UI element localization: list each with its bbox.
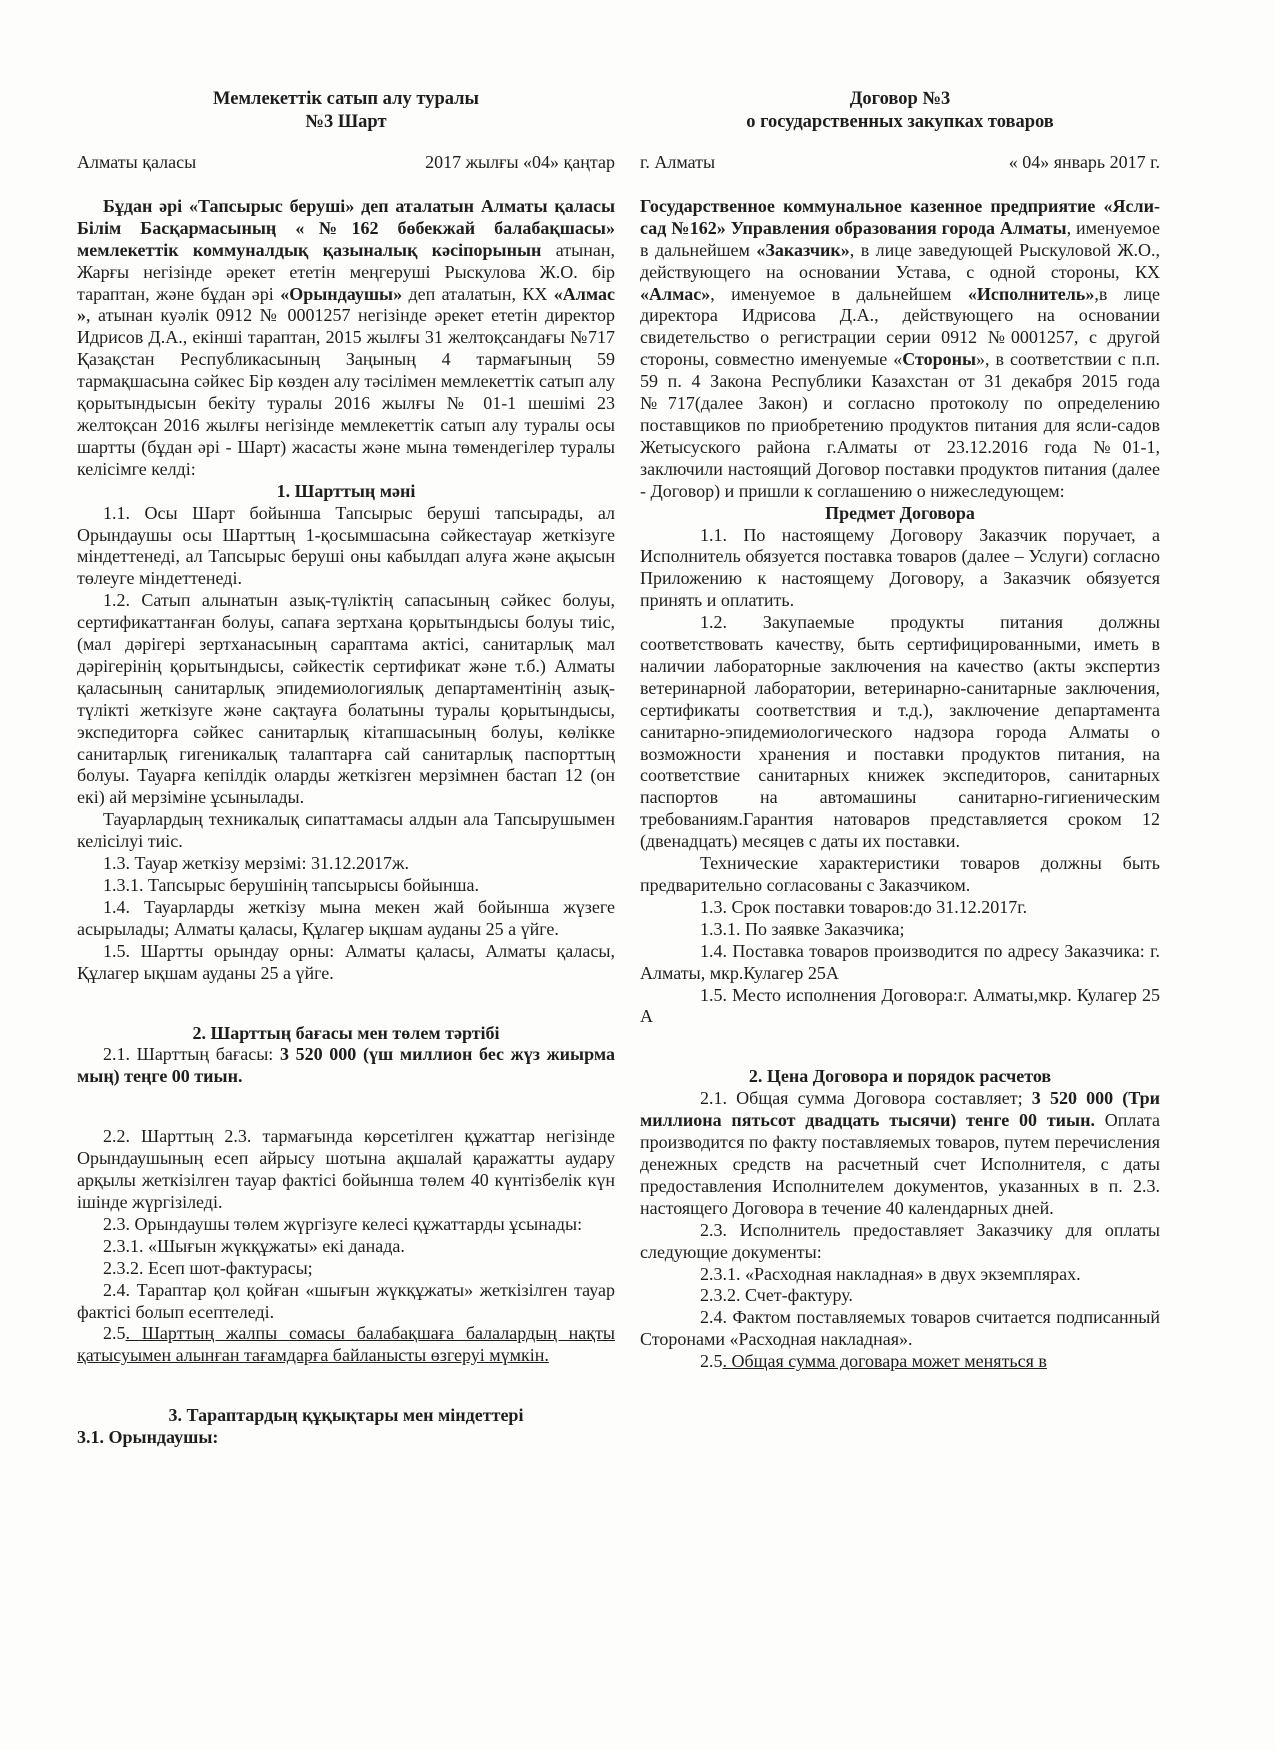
ru-city: г. Алматы [640, 152, 716, 172]
kz-clause-1-3: 1.3. Тауар жеткізу мерзімі: 31.12.2017ж. [103, 853, 409, 874]
ru-clause-1-3: 1.3. Срок поставки товаров:до 31.12.2017г. [700, 896, 1028, 917]
ru-clause-2-5-num: 2.5 [700, 1351, 723, 1372]
kz-date: 2017 жылғы «04» қаңтар [425, 152, 615, 172]
kz-clause-2-3-2: 2.3.2. Есеп шот-фактурасы; [103, 1257, 313, 1278]
ru-clause-2-3: 2.3. Исполнитель предоставляет Заказчику для оплаты следующие документы: [640, 1219, 1160, 1262]
kz-clause-1-3-1: 1.3.1. Тапсырыс берушінің тапсырысы бойынша. [103, 875, 479, 895]
kz-city: Алматы қаласы [77, 152, 197, 172]
kz-section2-heading: 2. Шарттың бағасы мен төлем тәртібі [192, 1022, 500, 1043]
ru-clause-2-4: 2.4. Фактом поставляемых товаров считается подписанный Сторонами «Расходная накладная». [640, 1307, 1160, 1350]
ru-intro-text2: , в лице заведующей Рыскуловой Ж.О., действующего на основании Устава, с одной стороны, КХ [640, 239, 1160, 282]
ru-clause-2-1 [640, 1088, 1160, 1219]
kz-clause-2-3-1: 2.3.1. «Шығын жүкқұжаты» екі данада. [103, 1235, 405, 1256]
ru-clause-1-2: 1.2. Закупаемые продукты питания должны соответствовать качеству, быть сертифицированными, иметь в наличии лабораторные заключения на качество (акты экспертиз ветеринарной лаборатории, ветеринарно-санитарные заключения, сертификаты соответствия и т.д.), заключение департамента санитарно-эпидемиологического надзора города Алматы о возможности хранения и поставки продуктов питания, на соответствие санитарных книжек экспедиторов, санитарных паспортов на автомашины санитарно-гигиеническим требованиям.Гарантия натоваров представляется сроком 12 (двенадцать) месяцев с даты их поставки. [640, 612, 1160, 852]
kz-section1-heading: 1. Шарттың мәні [276, 480, 416, 501]
ru-intro-text1: , именуемое в дальнейшем [640, 217, 1160, 260]
kz-title-line1: Мемлекеттік сатып алу туралы [213, 89, 479, 109]
kz-clause-2-5-text: . Шарттың жалпы сомасы балабақшаға балалардың нақты қатысуымен алынған тағамдарға байланысты өзгеруі мүмкін. [77, 1323, 615, 1366]
ru-clause-2-3-2: 2.3.2. Счет-фактуру. [700, 1285, 853, 1306]
kz-clause-2-1-label: 2.1. Шарттың бағасы: [103, 1044, 280, 1065]
ru-clause-1-5: 1.5. Место исполнения Договора:г. Алматы,мкр. Кулагер 25 А [640, 984, 1160, 1027]
ru-intro-text4: ,в лице директора Идрисова Д.А., действующего на основании свидетельство о регистрации серии 0912 №0001257, с другой стороны, совместно именуемые « [640, 283, 1160, 370]
kz-contract-price: 3 520 000 (үш миллион бес жүз жиырма мың) теңге 00 тиын. [77, 1044, 615, 1087]
kz-title-line2: №3 Шарт [305, 112, 387, 132]
kz-clause-2-1 [77, 1044, 615, 1088]
kz-city-date [77, 152, 615, 174]
ru-intro-text3: , именуемое в дальнейшем [710, 283, 968, 304]
kz-intro [77, 196, 615, 481]
ru-intro-zakazchik: «Заказчик» [756, 239, 850, 260]
ru-date: « 04» январь 2017 г. [1008, 152, 1160, 172]
ru-clause-tech: Технические характеристики товаров должны быть предварительно согласованы с Заказчиком. [640, 853, 1160, 895]
ru-intro-text5: », в соответствии с п.п. 59 п. 4 Закона Республики Казахстан от 31 декабря 2015 года №717(далее Закон) и согласно протоколу по определению поставщиков по приобретению продуктов питания для ясли-садов Жетысуского района г.Алматы от 23.12.2016 года №01-1, заключили настоящий Договор поставки продуктов питания (далее - Договор) и пришли к соглашению о нижеследующем: [640, 349, 1160, 501]
kz-clause-2-4: 2.4. Тараптар қол қойған «шығын жүкқұжаты» жеткізілген тауар фактісі болып есептеледі. [77, 1279, 615, 1322]
ru-intro-storony: Стороны [902, 349, 977, 370]
ru-clause-2-5-text: . Общая сумма договара может меняться в [722, 1351, 1047, 1372]
ru-intro [640, 196, 1160, 503]
ru-title-line2: о государственных закупках товаров [746, 112, 1054, 132]
kz-clause-2-2: 2.2. Шарттың 2.3. тармағында көрсетілген құжаттар негізінде Орындаушының есеп айрысу шотына ақшалай қаражатты аудару арқылы жеткізілген тауар фактісі бойынша төлем 40 күнтізбелік күн ішінде жүргізіледі. [77, 1126, 615, 1212]
kz-title [77, 88, 615, 134]
kz-intro-text3: , атынан куәлік 0912 № 0001257 негізінде әрекет ететін директор Идрисов Д.А., екінші тараптан, 2015 жылғы 31 желтоқсандағы №717 Қазақстан Республикасының Заңының 4 тармағының 59 тармақшасына сәйкес Бір көзден алу тәсілімен мемлекеттік сатып алу қорытындысын бекіту туралы 2016 жылғы № 01-1 шешімі 23 желтоқсан 2016 жылғы негізінде мемлекеттік сатып алу туралы осы шартты (бұдан әрі - Шарт) жасасты және мына төмендегілер туралы келісімге келді: [77, 305, 615, 479]
ru-intro-ispolnitel: «Исполнитель» [967, 283, 1095, 304]
ru-title [640, 88, 1160, 134]
kz-clause-1-4: 1.4. Тауарларды жеткізу мына мекен жай бойынша жүзеге асырылады; Алматы қаласы, Құлагер ықшам ауданы 25 а үйге. [77, 896, 615, 939]
kz-clause-2-5 [77, 1323, 615, 1367]
ru-clause-2-5 [640, 1351, 1160, 1373]
ru-section1-heading: Предмет Договора [825, 502, 975, 523]
ru-clause-2-1-text: Оплата производится по факту поставляемых товаров, путем перечисления денежных средств на расчетный счет Исполнителя, с даты предоставления Исполнителем документов, указанных в п. 2.3. настоящего Договора в течение 40 календарных дней. [640, 1110, 1160, 1218]
ru-clause-1-1: 1.1. По настоящему Договору Заказчик поручает, а Исполнитель обязуется поставка товаров (далее – Услуги) согласно Приложению к настоящему Договору, а Заказчик обязуется принять и оплатить. [640, 524, 1160, 611]
ru-contract-price: 3 520 000 (Три миллиона пятьсот двадцать тысячи) тенге 00 тиын. [640, 1088, 1160, 1131]
ru-clause-2-1-label: 2.1. Общая сумма Договора составляет; [700, 1088, 1032, 1109]
kz-clause-1-5: 1.5. Шартты орындау орны: Алматы қаласы, Алматы қаласы, Құлагер ықшам ауданы 25 а үйге. [77, 940, 615, 983]
kz-clause-2-3: 2.3. Орындаушы төлем жүргізуге келесі құжаттарды ұсынады: [103, 1213, 583, 1234]
kz-clause-1-1: 1.1. Осы Шарт бойынша Тапсырыс беруші тапсырады, ал Орындаушы осы Шарттың 1-қосымшасына сәйкестауар жеткізуге міндеттенеді, ал Тапсырыс беруші оны кабылдап алуға және ақысын төлеуге міндеттенеді. [77, 502, 615, 589]
kz-clause-3-1: 3.1. Орындаушы: [77, 1427, 219, 1448]
kazakh-column [77, 88, 615, 1449]
kz-intro-executor: «Орындаушы» [280, 283, 403, 304]
ru-section2-heading: 2. Цена Договора и порядок расчетов [748, 1066, 1052, 1087]
ru-clause-1-3-1: 1.3.1. По заявке Заказчика; [700, 918, 905, 939]
kz-clause-tech: Тауарлардың техникалық сипаттамасы алдын ала Тапсырушымен келісілуі тиіс. [77, 809, 615, 852]
russian-column [640, 88, 1160, 1373]
ru-clause-2-3-1: 2.3.1. «Расходная накладная» в двух экземплярах. [700, 1263, 1081, 1284]
ru-title-line1: Договор №3 [849, 89, 951, 109]
ru-city-date [640, 152, 1160, 174]
ru-clause-1-4: 1.4. Поставка товаров производится по адресу Заказчика: г. Алматы, мкр.Кулагер 25А [640, 940, 1160, 983]
ru-intro-almas: «Алмас» [640, 283, 711, 304]
kz-clause-2-5-num: 2.5 [103, 1323, 126, 1344]
kz-section3-heading: 3. Тараптардың құқықтары мен міндеттері [168, 1405, 524, 1426]
kz-intro-text1: атынан, Жарғы негізінде әрекет ететін меңгеруші Рыскулова Ж.О. бір тараптан, және бұдан әрі [77, 239, 615, 304]
kz-intro-almas: «Алмас » [77, 283, 615, 326]
kz-intro-text2: деп аталатын, КХ [402, 283, 554, 304]
kz-clause-1-2: 1.2. Сатып алынатын азық-түліктің сапасының сәйкес болуы, сертификаттанған болуы, сапаға зертхана қорытындысы болуы тиіс, (мал дәрігері зертханасының сараптама актісі, санитарлық мал дәрігерінің қорытындысы, сәйкестік сертификат және т.б.) Алматы қаласының санитарлық эпидемиологиялық департаментінің азық-түлікті жеткізуге және сақтауға болатыны туралы қорытындысы, экспедиторға сәйкес санитарлық кітапшасының болуы, көлікке санитарлық гигеникалық талаптарға сай санитарлық паспорттың болуы. Тауарға кепілдік оларды жеткізген мерзімнен бастап 12 (он екі) ай мерзіміне ұсынылады. [77, 590, 615, 808]
ru-intro-customer: Государственное коммунальное казенное предприятие «Ясли-сад №162» Управления образования города Алматы [640, 195, 1160, 238]
kz-intro-customer: Бұдан әрі «Тапсырыс беруші» деп аталатын Алматы қаласы Білім Басқармасының «№162 бөбекжай балабақшасы» мемлекеттік коммуналдық қазыналық кәсіпорынын [77, 195, 615, 260]
